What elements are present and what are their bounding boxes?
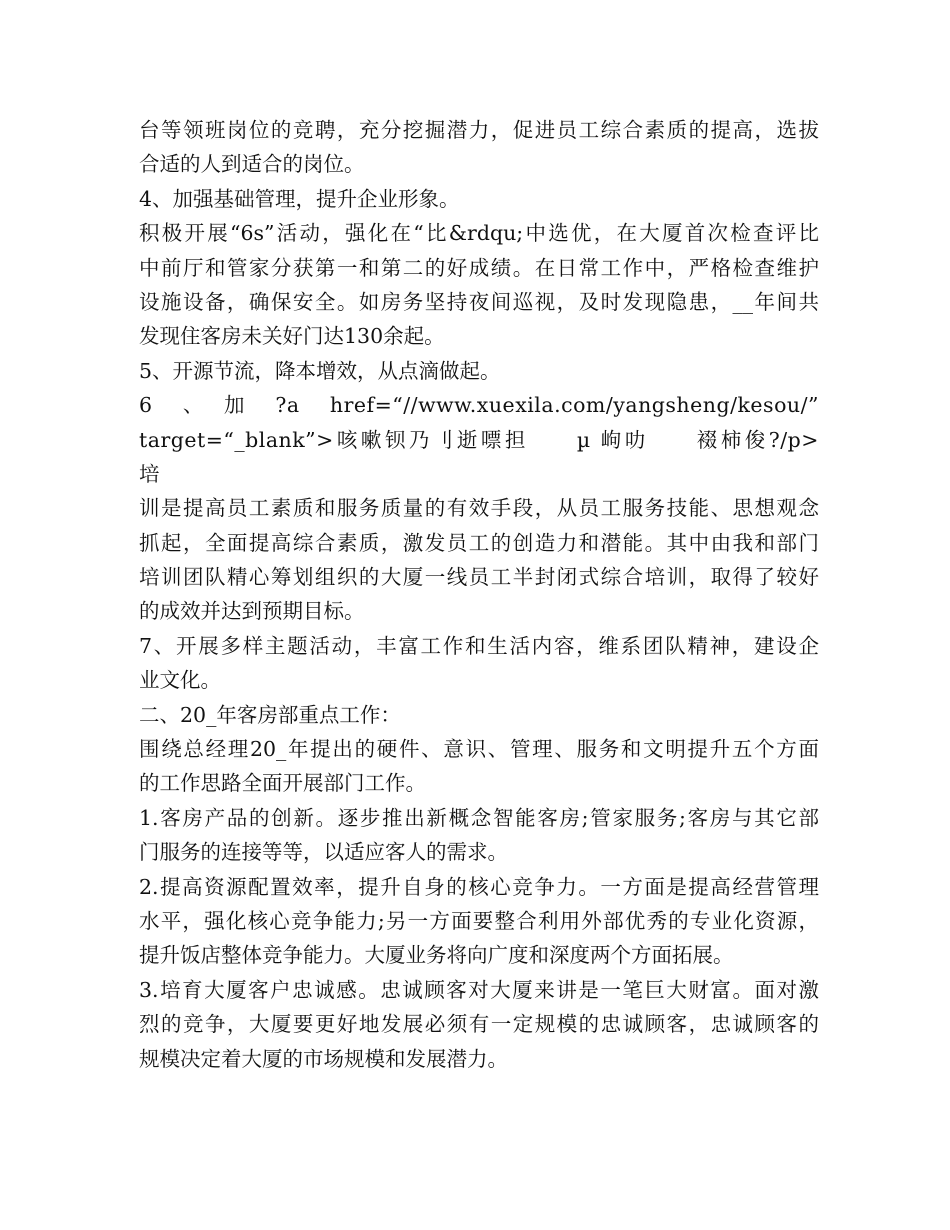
text-line: 设施设备，确保安全。如房务坚持夜间巡视，及时发现隐患，__年间共 xyxy=(139,289,819,314)
text-line: 二、20_年客房部重点工作： xyxy=(139,702,401,727)
text-line: 的工作思路全面开展部门工作。 xyxy=(139,771,426,796)
text-line: 积极开展“6s”活动，强化在“比&rdqu;中选优，在大厦首次检查评比 xyxy=(139,221,819,246)
text-line: 业文化。 xyxy=(139,668,221,693)
text-line: 5、开源节流，降本增效，从点滴做起。 xyxy=(139,358,501,383)
text-line: 1.客房产品的创新。逐步推出新概念智能客房;管家服务;客房与其它部 xyxy=(139,805,819,830)
text-line: 提升饭店整体竞争能力。大厦业务将向广度和深度两个方面拓展。 xyxy=(139,943,734,968)
text-line: 2.提高资源配置效率，提升自身的核心竞争力。一方面是提高经营管理 xyxy=(139,874,819,899)
document-body xyxy=(139,113,819,1076)
text-line: 4、加强基础管理，提升企业形象。 xyxy=(139,186,460,211)
text-line: 训是提高员工素质和服务质量的有效手段，从员工服务技能、思想观念 xyxy=(139,496,819,521)
text-line: 6 、 加 ?a href=“//www.xuexila.com/yangsheng/kesou/” xyxy=(139,393,819,418)
text-line: 规模决定着大厦的市场规模和发展潜力。 xyxy=(139,1046,508,1071)
text-line: 烈的竞争，大厦要更好地发展必须有一定规模的忠诚顾客，忠诚顾客的 xyxy=(139,1012,819,1037)
text-line: 中前厅和管家分获第一和第二的好成绩。在日常工作中，严格检查维护 xyxy=(139,255,819,280)
text-line: 的成效并达到预期目标。 xyxy=(139,599,365,624)
text-line: 门服务的连接等等，以适应客人的需求。 xyxy=(139,840,508,865)
text-line: 水平，强化核心竞争能力;另一方面要整合利用外部优秀的专业化资源， xyxy=(139,908,819,933)
text-line: 培 xyxy=(139,461,160,486)
text-line: 抓起，全面提高综合素质，激发员工的创造力和潜能。其中由我和部门 xyxy=(139,530,819,555)
text-line: 围绕总经理20_年提出的硬件、意识、管理、服务和文明提升五个方面 xyxy=(139,737,819,762)
text-line: 台等领班岗位的竞聘，充分挖掘潜力，促进员工综合素质的提高，选拔 xyxy=(139,118,819,142)
text-line: target=“_blank”>咳嗽钡乃刂逝嘌担 µ 岣叻 裰柿俊?/p> xyxy=(139,427,819,452)
text-line: 3.培育大厦客户忠诚感。忠诚顾客对大厦来讲是一笔巨大财富。面对激 xyxy=(139,977,819,1002)
text-line: 发现住客房未关好门达130余起。 xyxy=(139,324,445,349)
text-line: 合适的人到适合的岗位。 xyxy=(139,152,365,177)
text-line: 培训团队精心筹划组织的大厦一线员工半封闭式综合培训，取得了较好 xyxy=(139,565,819,590)
text-line: 7、开展多样主题活动，丰富工作和生活内容，维系团队精神，建设企 xyxy=(139,633,819,658)
